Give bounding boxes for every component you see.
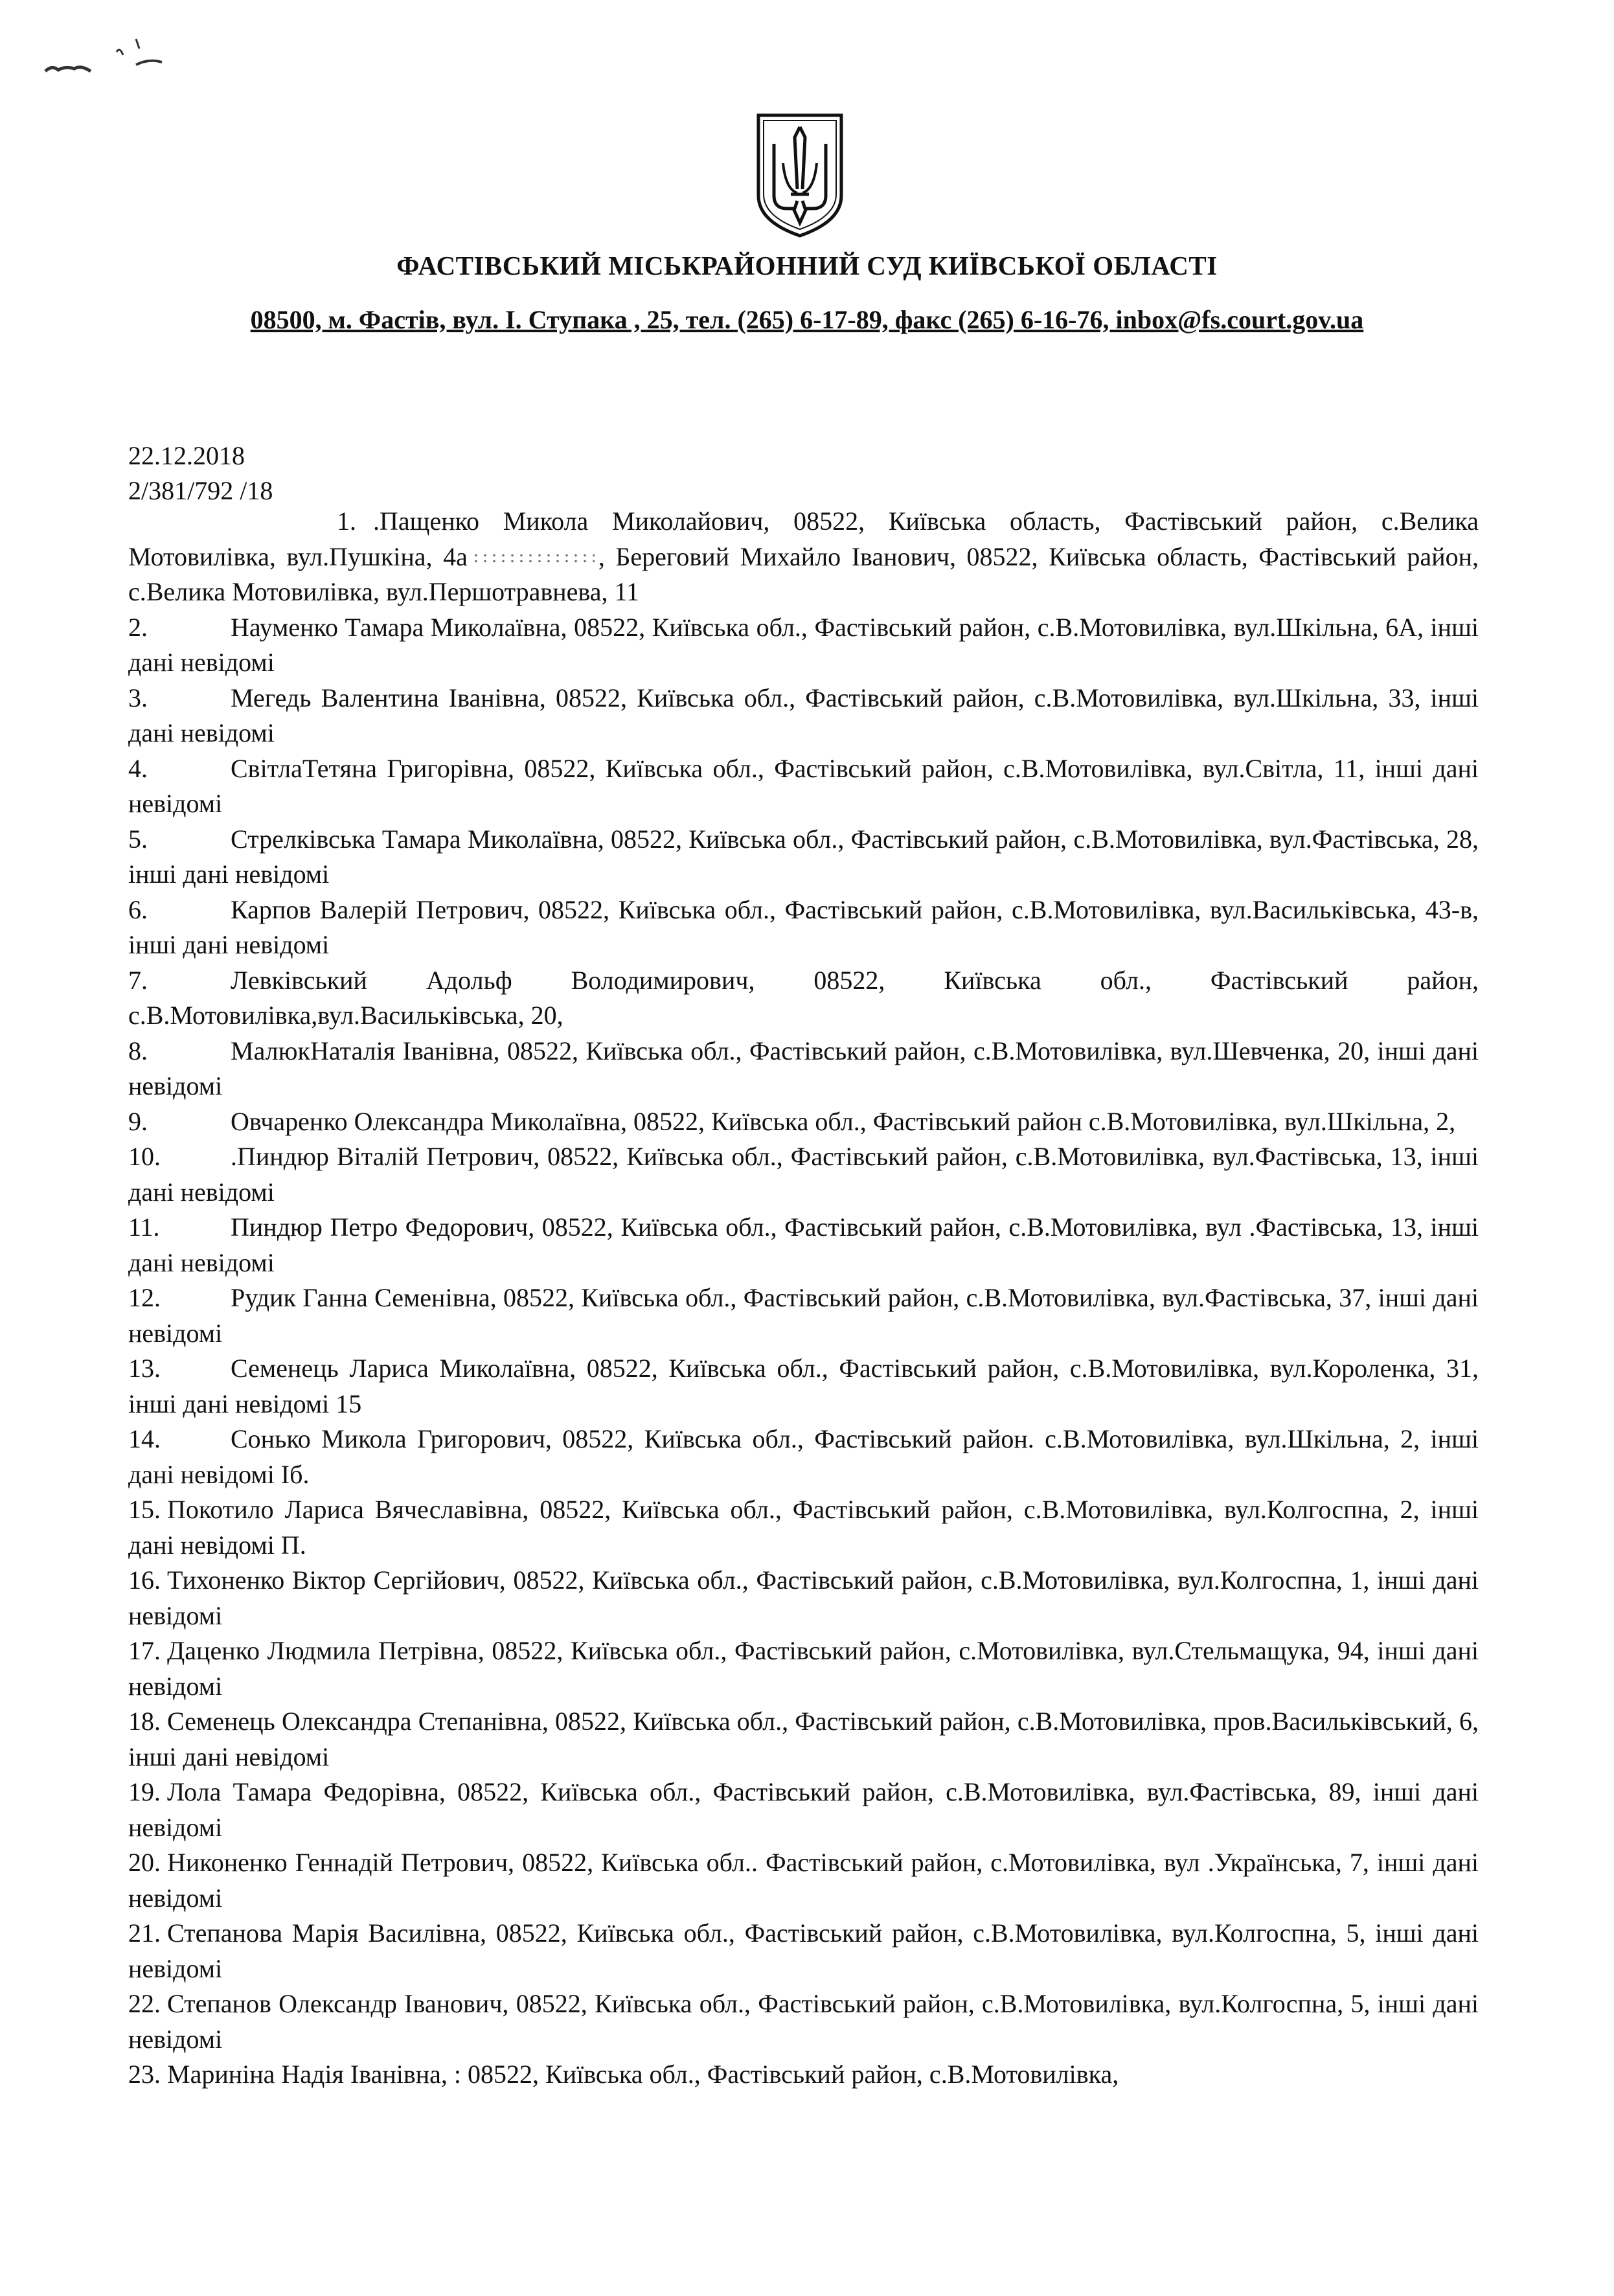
party-text: Степанова Марія Василівна, 08522, Київська обл., Фастівський район, с.В.Мотовилівка, вул.Колгоспна, 5, інші дані невідомі (128, 1918, 1479, 1983)
party-entry (128, 1633, 1479, 1704)
party-entry (128, 751, 1479, 822)
party-entry (128, 1916, 1479, 1986)
party-text: Рудик Ганна Семенівна, 08522, Київська обл., Фастівський район, с.В.Мотовилівка, вул.Фастівська, 37, інші дані невідомі (128, 1283, 1479, 1348)
party-text: Пиндюр Петро Федорович, 08522, Київська обл., Фастівський район, с.В.Мотовилівка, вул .Фастівська, 13, інші дані невідомі (128, 1212, 1479, 1277)
party-text: Карпов Валерій Петрович, 08522, Київська обл., Фастівський район, с.В.Мотовилівка, вул.Васильківська, 43-в, інші дані невідомі (128, 894, 1479, 959)
party-entry (128, 504, 1479, 610)
party-text: Стрелківська Тамара Миколаївна, 08522, Київська обл., Фастівський район, с.В.Мотовилівка, вул.Фастівська, 28, інші дані невідомі (128, 824, 1479, 889)
party-entry (128, 963, 1479, 1034)
party-number: 9. (128, 1106, 148, 1136)
party-text: Покотило Лариса Вячеславівна, 08522, Київська обл., Фастівський район, с.В.Мотовилівка, вул.Колгоспна, 2, інші дані невідомі П. (128, 1495, 1479, 1560)
party-text: Даценко Людмила Петрівна, 08522, Київська обл., Фастівський район, с.Мотовилівка, вул.Стельмащука, 94, інші дані невідомі (128, 1636, 1479, 1701)
party-number: 4. (128, 753, 148, 783)
party-text: Семенець Лариса Миколаївна, 08522, Київська обл., Фастівський район, с.В.Мотовилівка, вул.Короленка, 31, інші дані невідомі 15 (128, 1354, 1479, 1418)
party-text: .Пиндюр Віталій Петрович, 08522, Київська обл., Фастівський район, с.В.Мотовилівка, вул.Фастівська, 13, інші дані невідомі (128, 1142, 1479, 1207)
party-text: Мариніна Надія Іванівна, : 08522, Київська обл., Фастівський район, с.В.Мотовилівка, (167, 2060, 1119, 2089)
party-text: Лола Тамара Федорівна, 08522, Київська обл., Фастівський район, с.В.Мотовилівка, вул.Фастівська, 89, інші дані невідомі (128, 1777, 1479, 1842)
party-entry (128, 1986, 1479, 2057)
party-number: 14. (128, 1424, 161, 1453)
party-number: 3. (128, 683, 148, 712)
party-number: 13. (128, 1354, 161, 1383)
party-number: 20. (128, 1848, 161, 1877)
party-entry (128, 1139, 1479, 1210)
party-entry (128, 2057, 1479, 2093)
party-entry (128, 1034, 1479, 1104)
party-text: Тихоненко Віктор Сергійович, 08522, Київська обл., Фастівський район, с.В.Мотовилівка, вул.Колгоспна, 1, інші дані невідомі (128, 1565, 1479, 1630)
party-text: Овчаренко Олександра Миколаївна, 08522, Київська обл., Фастівський район с.В.Мотовилівка, вул.Шкільна, 2, (231, 1106, 1456, 1136)
party-number: 21. (128, 1918, 161, 1948)
party-entry (128, 1351, 1479, 1422)
party-entry (128, 1280, 1479, 1351)
parties-list (128, 504, 1479, 2093)
party-number: 15. (128, 1495, 161, 1524)
party-entry (128, 1422, 1479, 1492)
party-entry (128, 681, 1479, 751)
party-entry (128, 1563, 1479, 1633)
party-entry (128, 1492, 1479, 1563)
party-entry (128, 892, 1479, 963)
party-text: СвітлаТетяна Григорівна, 08522, Київська обл., Фастівський район, с.В.Мотовилівка, вул.Світла, 11, інші дані невідомі (128, 753, 1479, 818)
party-number: 2. (128, 612, 148, 642)
party-text: Никоненко Геннадій Петрович, 08522, Київська обл.. Фастівський район, с.Мотовилівка, вул .Українська, 7, інші дані невідомі (128, 1848, 1479, 1913)
party-text: Науменко Тамара Миколаївна, 08522, Київська обл., Фастівський район, с.В.Мотовилівка, вул.Шкільна, 6А, інші дані невідомі (128, 612, 1479, 677)
party-number: 6. (128, 894, 148, 924)
party-entry (128, 1104, 1479, 1140)
party-number: 1. (337, 506, 356, 536)
party-entry (128, 1704, 1479, 1775)
case-number: 2/381/792 /18 (128, 476, 273, 505)
party-text: Степанов Олександр Іванович, 08522, Київська обл., Фастівський район, с.В.Мотовилівка, вул.Колгоспна, 5, інші дані невідомі (128, 1989, 1479, 2054)
party-number: 8. (128, 1036, 148, 1065)
party-number: 19. (128, 1777, 161, 1806)
party-text: МалюкНаталія Іванівна, 08522, Київська обл., Фастівський район, с.В.Мотовилівка, вул.Шевченка, 20, інші дані невідомі (128, 1036, 1479, 1100)
party-number: 7. (128, 965, 148, 995)
party-number: 23. (128, 2060, 161, 2089)
court-address: 08500, м. Фастів, вул. І. Ступака , 25, тел. (265) 6-17-89, факс (265) 6-16-76, inbox@fs.court.gov.ua (250, 305, 1364, 334)
party-text-continued: , Береговий Михайло Іванович, 08522, Київська область, Фастівський район, с.Велика Мотовилівка, вул.Першотравнева, 11 (128, 541, 1479, 606)
party-number: 5. (128, 824, 148, 854)
party-entry (128, 1210, 1479, 1280)
party-entry (128, 1775, 1479, 1845)
document-date: 22.12.2018 (128, 441, 245, 470)
court-name: ФАСТІВСЬКИЙ МІСЬКРАЙОННИЙ СУД КИЇВСЬКОЇ ОБЛАСТІ (396, 251, 1218, 280)
redacted-text (472, 552, 595, 565)
party-number: 17. (128, 1636, 161, 1665)
party-text: Мегедь Валентина Іванівна, 08522, Київська обл., Фастівський район, с.В.Мотовилівка, вул.Шкільна, 33, інші дані невідомі (128, 683, 1479, 747)
party-text: Левківський Адольф Володимирович, 08522, Київська обл., Фастівський район, с.В.Мотовилівка,вул.Васильківська, 20, (128, 965, 1479, 1030)
ukraine-trident-icon (755, 111, 845, 238)
party-entry (128, 610, 1479, 681)
party-number: 16. (128, 1565, 161, 1595)
party-number: 18. (128, 1707, 161, 1736)
party-text: Сонько Микола Григорович, 08522, Київська обл., Фастівський район. с.В.Мотовилівка, вул.Шкільна, 2, інші дані невідомі Іб. (128, 1424, 1479, 1489)
party-number: 11. (128, 1212, 160, 1242)
party-entry (128, 822, 1479, 892)
party-number: 12. (128, 1283, 161, 1312)
party-text: .Пащенко Микола Миколайович, 08522, Київська область, Фастівський район, с.Велика Мотовилівка, вул.Пушкіна, 4а (128, 506, 1479, 571)
party-entry (128, 1845, 1479, 1916)
party-number: 22. (128, 1989, 161, 2018)
party-text: Семенець Олександра Степанівна, 08522, Київська обл., Фастівський район, с.В.Мотовилівка, пров.Васильківський, 6, інші дані невідомі (128, 1707, 1479, 1771)
scan-artifact (39, 19, 181, 91)
party-number: 10. (128, 1142, 161, 1171)
